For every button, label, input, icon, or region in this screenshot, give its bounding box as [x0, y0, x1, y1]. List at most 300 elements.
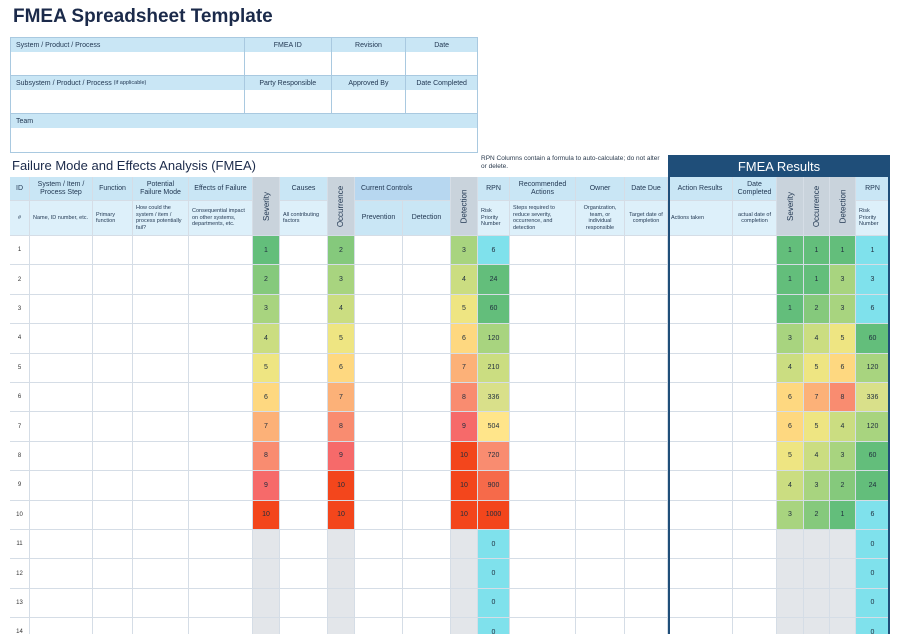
cell-causes[interactable]: [280, 530, 328, 559]
cell-recommended[interactable]: [510, 236, 576, 265]
rating-detection[interactable]: 4: [451, 265, 478, 294]
rating-r-occurrence[interactable]: 4: [804, 442, 830, 471]
rating-r-severity[interactable]: 5: [777, 442, 804, 471]
cell-effects[interactable]: [189, 265, 253, 294]
rating-detection[interactable]: 10: [451, 501, 478, 530]
cell-prevention[interactable]: [355, 589, 403, 618]
rating-r-detection[interactable]: 6: [830, 354, 856, 383]
cell-prevention[interactable]: [355, 530, 403, 559]
cell-date-due[interactable]: [625, 530, 668, 559]
info-label-row-3: [11, 114, 477, 128]
cell-step[interactable]: [30, 618, 93, 634]
cell-recommended[interactable]: [510, 265, 576, 294]
rating-r-detection[interactable]: 8: [830, 383, 856, 412]
cell-step[interactable]: [30, 442, 93, 471]
rating-r-detection[interactable]: 4: [830, 412, 856, 441]
rating-r-severity[interactable]: 4: [777, 354, 804, 383]
cell-causes[interactable]: [280, 471, 328, 500]
header-r-severity: [777, 177, 804, 236]
cell-action-results[interactable]: [668, 442, 733, 471]
cell-failure-mode[interactable]: [133, 589, 189, 618]
rating-occurrence[interactable]: 8: [328, 412, 355, 441]
header-occurrence: [328, 177, 355, 236]
date-completed-field[interactable]: [406, 90, 477, 114]
cell-prevention[interactable]: [355, 501, 403, 530]
date-field[interactable]: [406, 52, 477, 76]
row-id: 14: [10, 618, 30, 634]
cell-date-completed[interactable]: [733, 471, 777, 500]
cell-causes[interactable]: [280, 618, 328, 634]
rating-detection[interactable]: 6: [451, 324, 478, 353]
rating-r-severity[interactable]: [777, 530, 804, 559]
rating-severity[interactable]: 8: [253, 442, 280, 471]
cell-action-results[interactable]: [668, 501, 733, 530]
cell-prevention[interactable]: [355, 354, 403, 383]
cell-causes[interactable]: [280, 236, 328, 265]
rating-r-occurrence[interactable]: [804, 589, 830, 618]
rating-occurrence[interactable]: 10: [328, 471, 355, 500]
cell-failure-mode[interactable]: [133, 530, 189, 559]
party-responsible-field[interactable]: [245, 90, 332, 114]
rating-severity[interactable]: 1: [253, 236, 280, 265]
rating-r-detection[interactable]: 1: [830, 236, 856, 265]
cell-owner[interactable]: [576, 471, 625, 500]
cell-date-completed[interactable]: [733, 324, 777, 353]
subheader-id: #: [10, 201, 30, 236]
cell-detection-ctrl[interactable]: [403, 295, 451, 324]
rating-severity[interactable]: 4: [253, 324, 280, 353]
cell-causes[interactable]: [280, 589, 328, 618]
cell-detection-ctrl[interactable]: [403, 442, 451, 471]
cell-recommended[interactable]: [510, 354, 576, 383]
cell-action-results[interactable]: [668, 383, 733, 412]
cell-owner[interactable]: [576, 295, 625, 324]
cell-function[interactable]: [93, 471, 133, 500]
cell-owner[interactable]: [576, 559, 625, 588]
cell-prevention[interactable]: [355, 412, 403, 441]
cell-date-completed[interactable]: [733, 295, 777, 324]
header-date-completed: Date Completed: [733, 177, 777, 201]
cell-step[interactable]: [30, 236, 93, 265]
cell-failure-mode[interactable]: [133, 412, 189, 441]
cell-date-due[interactable]: [625, 354, 668, 383]
rating-occurrence[interactable]: [328, 618, 355, 634]
rating-r-severity[interactable]: 6: [777, 412, 804, 441]
cell-date-completed[interactable]: [733, 530, 777, 559]
cell-prevention[interactable]: [355, 265, 403, 294]
rating-occurrence[interactable]: 2: [328, 236, 355, 265]
rating-r-occurrence[interactable]: 2: [804, 501, 830, 530]
cell-action-results[interactable]: [668, 265, 733, 294]
cell-effects[interactable]: [189, 412, 253, 441]
rating-severity[interactable]: 10: [253, 501, 280, 530]
cell-failure-mode[interactable]: [133, 354, 189, 383]
cell-failure-mode[interactable]: [133, 471, 189, 500]
cell-failure-mode[interactable]: [133, 501, 189, 530]
rating-r-occurrence[interactable]: [804, 618, 830, 634]
row-id: 8: [10, 442, 30, 471]
rating-r-detection[interactable]: 3: [830, 265, 856, 294]
cell-prevention[interactable]: [355, 324, 403, 353]
rating-r-occurrence[interactable]: [804, 530, 830, 559]
rating-r-severity[interactable]: 1: [777, 295, 804, 324]
rating-r-severity[interactable]: 4: [777, 471, 804, 500]
rating-r-occurrence[interactable]: 5: [804, 412, 830, 441]
cell-failure-mode[interactable]: [133, 442, 189, 471]
cell-recommended[interactable]: [510, 589, 576, 618]
cell-detection-ctrl[interactable]: [403, 324, 451, 353]
header-r-occurrence: [804, 177, 830, 236]
result-rpn-value: 120: [856, 412, 890, 441]
header-detection-label: Detection: [459, 189, 469, 223]
rating-r-severity[interactable]: [777, 589, 804, 618]
rating-severity[interactable]: 5: [253, 354, 280, 383]
rating-detection[interactable]: [451, 530, 478, 559]
cell-date-completed[interactable]: [733, 442, 777, 471]
cell-date-due[interactable]: [625, 501, 668, 530]
cell-owner[interactable]: [576, 618, 625, 634]
rating-detection[interactable]: [451, 559, 478, 588]
cell-step[interactable]: [30, 354, 93, 383]
cell-date-due[interactable]: [625, 442, 668, 471]
cell-effects[interactable]: [189, 530, 253, 559]
cell-recommended[interactable]: [510, 618, 576, 634]
cell-prevention[interactable]: [355, 471, 403, 500]
rpn-value: 0: [478, 559, 510, 588]
cell-detection-ctrl[interactable]: [403, 618, 451, 634]
rpn-value: 120: [478, 324, 510, 353]
cell-causes[interactable]: [280, 324, 328, 353]
system-field[interactable]: [11, 52, 245, 76]
cell-step[interactable]: [30, 383, 93, 412]
cell-prevention[interactable]: [355, 295, 403, 324]
cell-failure-mode[interactable]: [133, 383, 189, 412]
rating-detection[interactable]: 8: [451, 383, 478, 412]
team-field[interactable]: [11, 128, 477, 152]
row-id: 13: [10, 589, 30, 618]
cell-date-due[interactable]: [625, 471, 668, 500]
cell-owner[interactable]: [576, 412, 625, 441]
cell-causes[interactable]: [280, 383, 328, 412]
cell-failure-mode[interactable]: [133, 236, 189, 265]
rating-r-detection[interactable]: 2: [830, 471, 856, 500]
cell-date-completed[interactable]: [733, 501, 777, 530]
result-rpn-value: 3: [856, 265, 890, 294]
rating-r-severity[interactable]: 3: [777, 324, 804, 353]
cell-detection-ctrl[interactable]: [403, 383, 451, 412]
row-id: 1: [10, 236, 30, 265]
cell-detection-ctrl[interactable]: [403, 354, 451, 383]
cell-detection-ctrl[interactable]: [403, 589, 451, 618]
result-rpn-value: 0: [856, 618, 890, 634]
cell-detection-ctrl[interactable]: [403, 559, 451, 588]
rating-severity[interactable]: [253, 589, 280, 618]
cell-effects[interactable]: [189, 236, 253, 265]
cell-step[interactable]: [30, 295, 93, 324]
rating-r-occurrence[interactable]: 2: [804, 295, 830, 324]
rating-r-occurrence[interactable]: 4: [804, 324, 830, 353]
rating-r-severity[interactable]: [777, 559, 804, 588]
cell-step[interactable]: [30, 501, 93, 530]
revision-field[interactable]: [332, 52, 407, 76]
cell-causes[interactable]: [280, 442, 328, 471]
cell-action-results[interactable]: [668, 295, 733, 324]
rating-detection[interactable]: [451, 618, 478, 634]
cell-date-completed[interactable]: [733, 412, 777, 441]
cell-effects[interactable]: [189, 559, 253, 588]
rating-occurrence[interactable]: 4: [328, 295, 355, 324]
row-id: 6: [10, 383, 30, 412]
cell-date-due[interactable]: [625, 236, 668, 265]
cell-function[interactable]: [93, 295, 133, 324]
rating-r-detection[interactable]: [830, 530, 856, 559]
cell-recommended[interactable]: [510, 442, 576, 471]
rating-occurrence[interactable]: [328, 559, 355, 588]
cell-date-due[interactable]: [625, 618, 668, 634]
cell-owner[interactable]: [576, 530, 625, 559]
rating-r-detection[interactable]: [830, 618, 856, 634]
cell-causes[interactable]: [280, 412, 328, 441]
cell-date-completed[interactable]: [733, 236, 777, 265]
header-r-detection: [830, 177, 856, 236]
cell-function[interactable]: [93, 324, 133, 353]
cell-recommended[interactable]: [510, 412, 576, 441]
fmea-id-field[interactable]: [245, 52, 332, 76]
cell-prevention[interactable]: [355, 559, 403, 588]
cell-step[interactable]: [30, 559, 93, 588]
rating-r-severity[interactable]: 1: [777, 265, 804, 294]
cell-effects[interactable]: [189, 324, 253, 353]
rating-occurrence[interactable]: 9: [328, 442, 355, 471]
cell-date-completed[interactable]: [733, 618, 777, 634]
cell-function[interactable]: [93, 501, 133, 530]
cell-action-results[interactable]: [668, 354, 733, 383]
rating-severity[interactable]: 7: [253, 412, 280, 441]
cell-function[interactable]: [93, 618, 133, 634]
rating-detection[interactable]: 9: [451, 412, 478, 441]
cell-prevention[interactable]: [355, 442, 403, 471]
cell-action-results[interactable]: [668, 236, 733, 265]
rating-r-occurrence[interactable]: 1: [804, 265, 830, 294]
header-step: System / Item / Process Step: [30, 177, 93, 201]
cell-function[interactable]: [93, 383, 133, 412]
cell-recommended[interactable]: [510, 501, 576, 530]
cell-function[interactable]: [93, 530, 133, 559]
rating-severity[interactable]: 9: [253, 471, 280, 500]
cell-action-results[interactable]: [668, 589, 733, 618]
cell-effects[interactable]: [189, 471, 253, 500]
rating-r-detection[interactable]: 3: [830, 442, 856, 471]
cell-date-completed[interactable]: [733, 589, 777, 618]
cell-prevention[interactable]: [355, 236, 403, 265]
cell-action-results[interactable]: [668, 618, 733, 634]
cell-effects[interactable]: [189, 501, 253, 530]
rating-detection[interactable]: 5: [451, 295, 478, 324]
rating-r-detection[interactable]: 3: [830, 295, 856, 324]
cell-owner[interactable]: [576, 383, 625, 412]
cell-causes[interactable]: [280, 295, 328, 324]
party-responsible-label: Party Responsible: [245, 76, 332, 90]
cell-date-completed[interactable]: [733, 559, 777, 588]
cell-causes[interactable]: [280, 501, 328, 530]
cell-causes[interactable]: [280, 559, 328, 588]
rating-r-occurrence[interactable]: 5: [804, 354, 830, 383]
rating-r-detection[interactable]: [830, 589, 856, 618]
cell-failure-mode[interactable]: [133, 295, 189, 324]
cell-step[interactable]: [30, 324, 93, 353]
cell-owner[interactable]: [576, 589, 625, 618]
approved-by-field[interactable]: [332, 90, 407, 114]
rating-detection[interactable]: 3: [451, 236, 478, 265]
cell-date-completed[interactable]: [733, 354, 777, 383]
rating-detection[interactable]: 10: [451, 471, 478, 500]
cell-recommended[interactable]: [510, 295, 576, 324]
date-completed-label: Date Completed: [416, 79, 467, 87]
cell-date-due[interactable]: [625, 324, 668, 353]
cell-function[interactable]: [93, 559, 133, 588]
cell-recommended[interactable]: [510, 559, 576, 588]
cell-function[interactable]: [93, 412, 133, 441]
rating-occurrence[interactable]: 6: [328, 354, 355, 383]
cell-owner[interactable]: [576, 324, 625, 353]
rating-r-severity[interactable]: 1: [777, 236, 804, 265]
cell-detection-ctrl[interactable]: [403, 501, 451, 530]
cell-detection-ctrl[interactable]: [403, 265, 451, 294]
header-id: ID: [10, 177, 30, 201]
cell-failure-mode[interactable]: [133, 559, 189, 588]
rating-occurrence[interactable]: 5: [328, 324, 355, 353]
cell-function[interactable]: [93, 354, 133, 383]
cell-effects[interactable]: [189, 295, 253, 324]
cell-owner[interactable]: [576, 236, 625, 265]
cell-function[interactable]: [93, 236, 133, 265]
cell-detection-ctrl[interactable]: [403, 412, 451, 441]
cell-effects[interactable]: [189, 383, 253, 412]
cell-detection-ctrl[interactable]: [403, 530, 451, 559]
rating-severity[interactable]: [253, 559, 280, 588]
rating-r-severity[interactable]: 6: [777, 383, 804, 412]
rating-severity[interactable]: 2: [253, 265, 280, 294]
cell-date-due[interactable]: [625, 265, 668, 294]
rating-detection[interactable]: 7: [451, 354, 478, 383]
cell-function[interactable]: [93, 589, 133, 618]
cell-step[interactable]: [30, 471, 93, 500]
rating-r-occurrence[interactable]: [804, 559, 830, 588]
cell-detection-ctrl[interactable]: [403, 236, 451, 265]
cell-date-completed[interactable]: [733, 383, 777, 412]
cell-step[interactable]: [30, 412, 93, 441]
cell-effects[interactable]: [189, 589, 253, 618]
rating-occurrence[interactable]: 7: [328, 383, 355, 412]
subheader-step: Name, ID number, etc.: [30, 201, 93, 236]
cell-recommended[interactable]: [510, 324, 576, 353]
rating-severity[interactable]: [253, 618, 280, 634]
rating-occurrence[interactable]: 3: [328, 265, 355, 294]
rating-r-occurrence[interactable]: 3: [804, 471, 830, 500]
cell-prevention[interactable]: [355, 383, 403, 412]
cell-owner[interactable]: [576, 442, 625, 471]
cell-recommended[interactable]: [510, 383, 576, 412]
approved-by-label: Approved By: [332, 76, 407, 90]
cell-effects[interactable]: [189, 618, 253, 634]
cell-prevention[interactable]: [355, 618, 403, 634]
cell-date-due[interactable]: [625, 295, 668, 324]
cell-function[interactable]: [93, 265, 133, 294]
rating-r-occurrence[interactable]: 1: [804, 236, 830, 265]
rpn-value: 336: [478, 383, 510, 412]
cell-date-due[interactable]: [625, 383, 668, 412]
rating-occurrence[interactable]: [328, 530, 355, 559]
result-rpn-value: 60: [856, 442, 890, 471]
cell-action-results[interactable]: [668, 412, 733, 441]
rating-r-detection[interactable]: 1: [830, 501, 856, 530]
rpn-value: 24: [478, 265, 510, 294]
cell-date-due[interactable]: [625, 559, 668, 588]
rating-detection[interactable]: [451, 589, 478, 618]
rating-occurrence[interactable]: [328, 589, 355, 618]
header-current-controls: Current Controls: [355, 177, 451, 201]
cell-recommended[interactable]: [510, 530, 576, 559]
cell-effects[interactable]: [189, 442, 253, 471]
cell-owner[interactable]: [576, 265, 625, 294]
subheader-causes: All contributing factors: [280, 201, 328, 236]
cell-effects[interactable]: [189, 354, 253, 383]
rpn-note: RPN Columns contain a formula to auto-calculate; do not alter or delete.: [481, 155, 660, 170]
cell-causes[interactable]: [280, 354, 328, 383]
team-label: Team: [16, 117, 34, 125]
cell-action-results[interactable]: [668, 324, 733, 353]
cell-owner[interactable]: [576, 501, 625, 530]
rating-r-severity[interactable]: 3: [777, 501, 804, 530]
cell-failure-mode[interactable]: [133, 265, 189, 294]
cell-owner[interactable]: [576, 354, 625, 383]
rating-r-detection[interactable]: 5: [830, 324, 856, 353]
subsystem-field[interactable]: [11, 90, 245, 114]
cell-action-results[interactable]: [668, 530, 733, 559]
result-rpn-value: 0: [856, 559, 890, 588]
cell-date-due[interactable]: [625, 412, 668, 441]
header-r-occurrence-label: Occurrence: [812, 185, 822, 227]
rating-occurrence[interactable]: 10: [328, 501, 355, 530]
rating-r-severity[interactable]: [777, 618, 804, 634]
cell-function[interactable]: [93, 442, 133, 471]
cell-date-completed[interactable]: [733, 265, 777, 294]
cell-action-results[interactable]: [668, 559, 733, 588]
subheader-function: Primary function: [93, 201, 133, 236]
rating-detection[interactable]: 10: [451, 442, 478, 471]
rating-r-detection[interactable]: [830, 559, 856, 588]
cell-step[interactable]: [30, 530, 93, 559]
cell-recommended[interactable]: [510, 471, 576, 500]
cell-causes[interactable]: [280, 265, 328, 294]
rating-severity[interactable]: 6: [253, 383, 280, 412]
header-detection: [451, 177, 478, 236]
header-recommended: Recommended Actions: [510, 177, 576, 201]
cell-failure-mode[interactable]: [133, 324, 189, 353]
rating-severity[interactable]: [253, 530, 280, 559]
rating-severity[interactable]: 3: [253, 295, 280, 324]
header-severity-label: Severity: [261, 191, 271, 221]
rating-r-occurrence[interactable]: 7: [804, 383, 830, 412]
cell-detection-ctrl[interactable]: [403, 471, 451, 500]
cell-step[interactable]: [30, 589, 93, 618]
cell-failure-mode[interactable]: [133, 618, 189, 634]
cell-step[interactable]: [30, 265, 93, 294]
cell-date-due[interactable]: [625, 589, 668, 618]
cell-action-results[interactable]: [668, 471, 733, 500]
subsystem-hint: (if applicable): [113, 80, 147, 86]
header-r-detection-label: Detection: [838, 189, 848, 223]
